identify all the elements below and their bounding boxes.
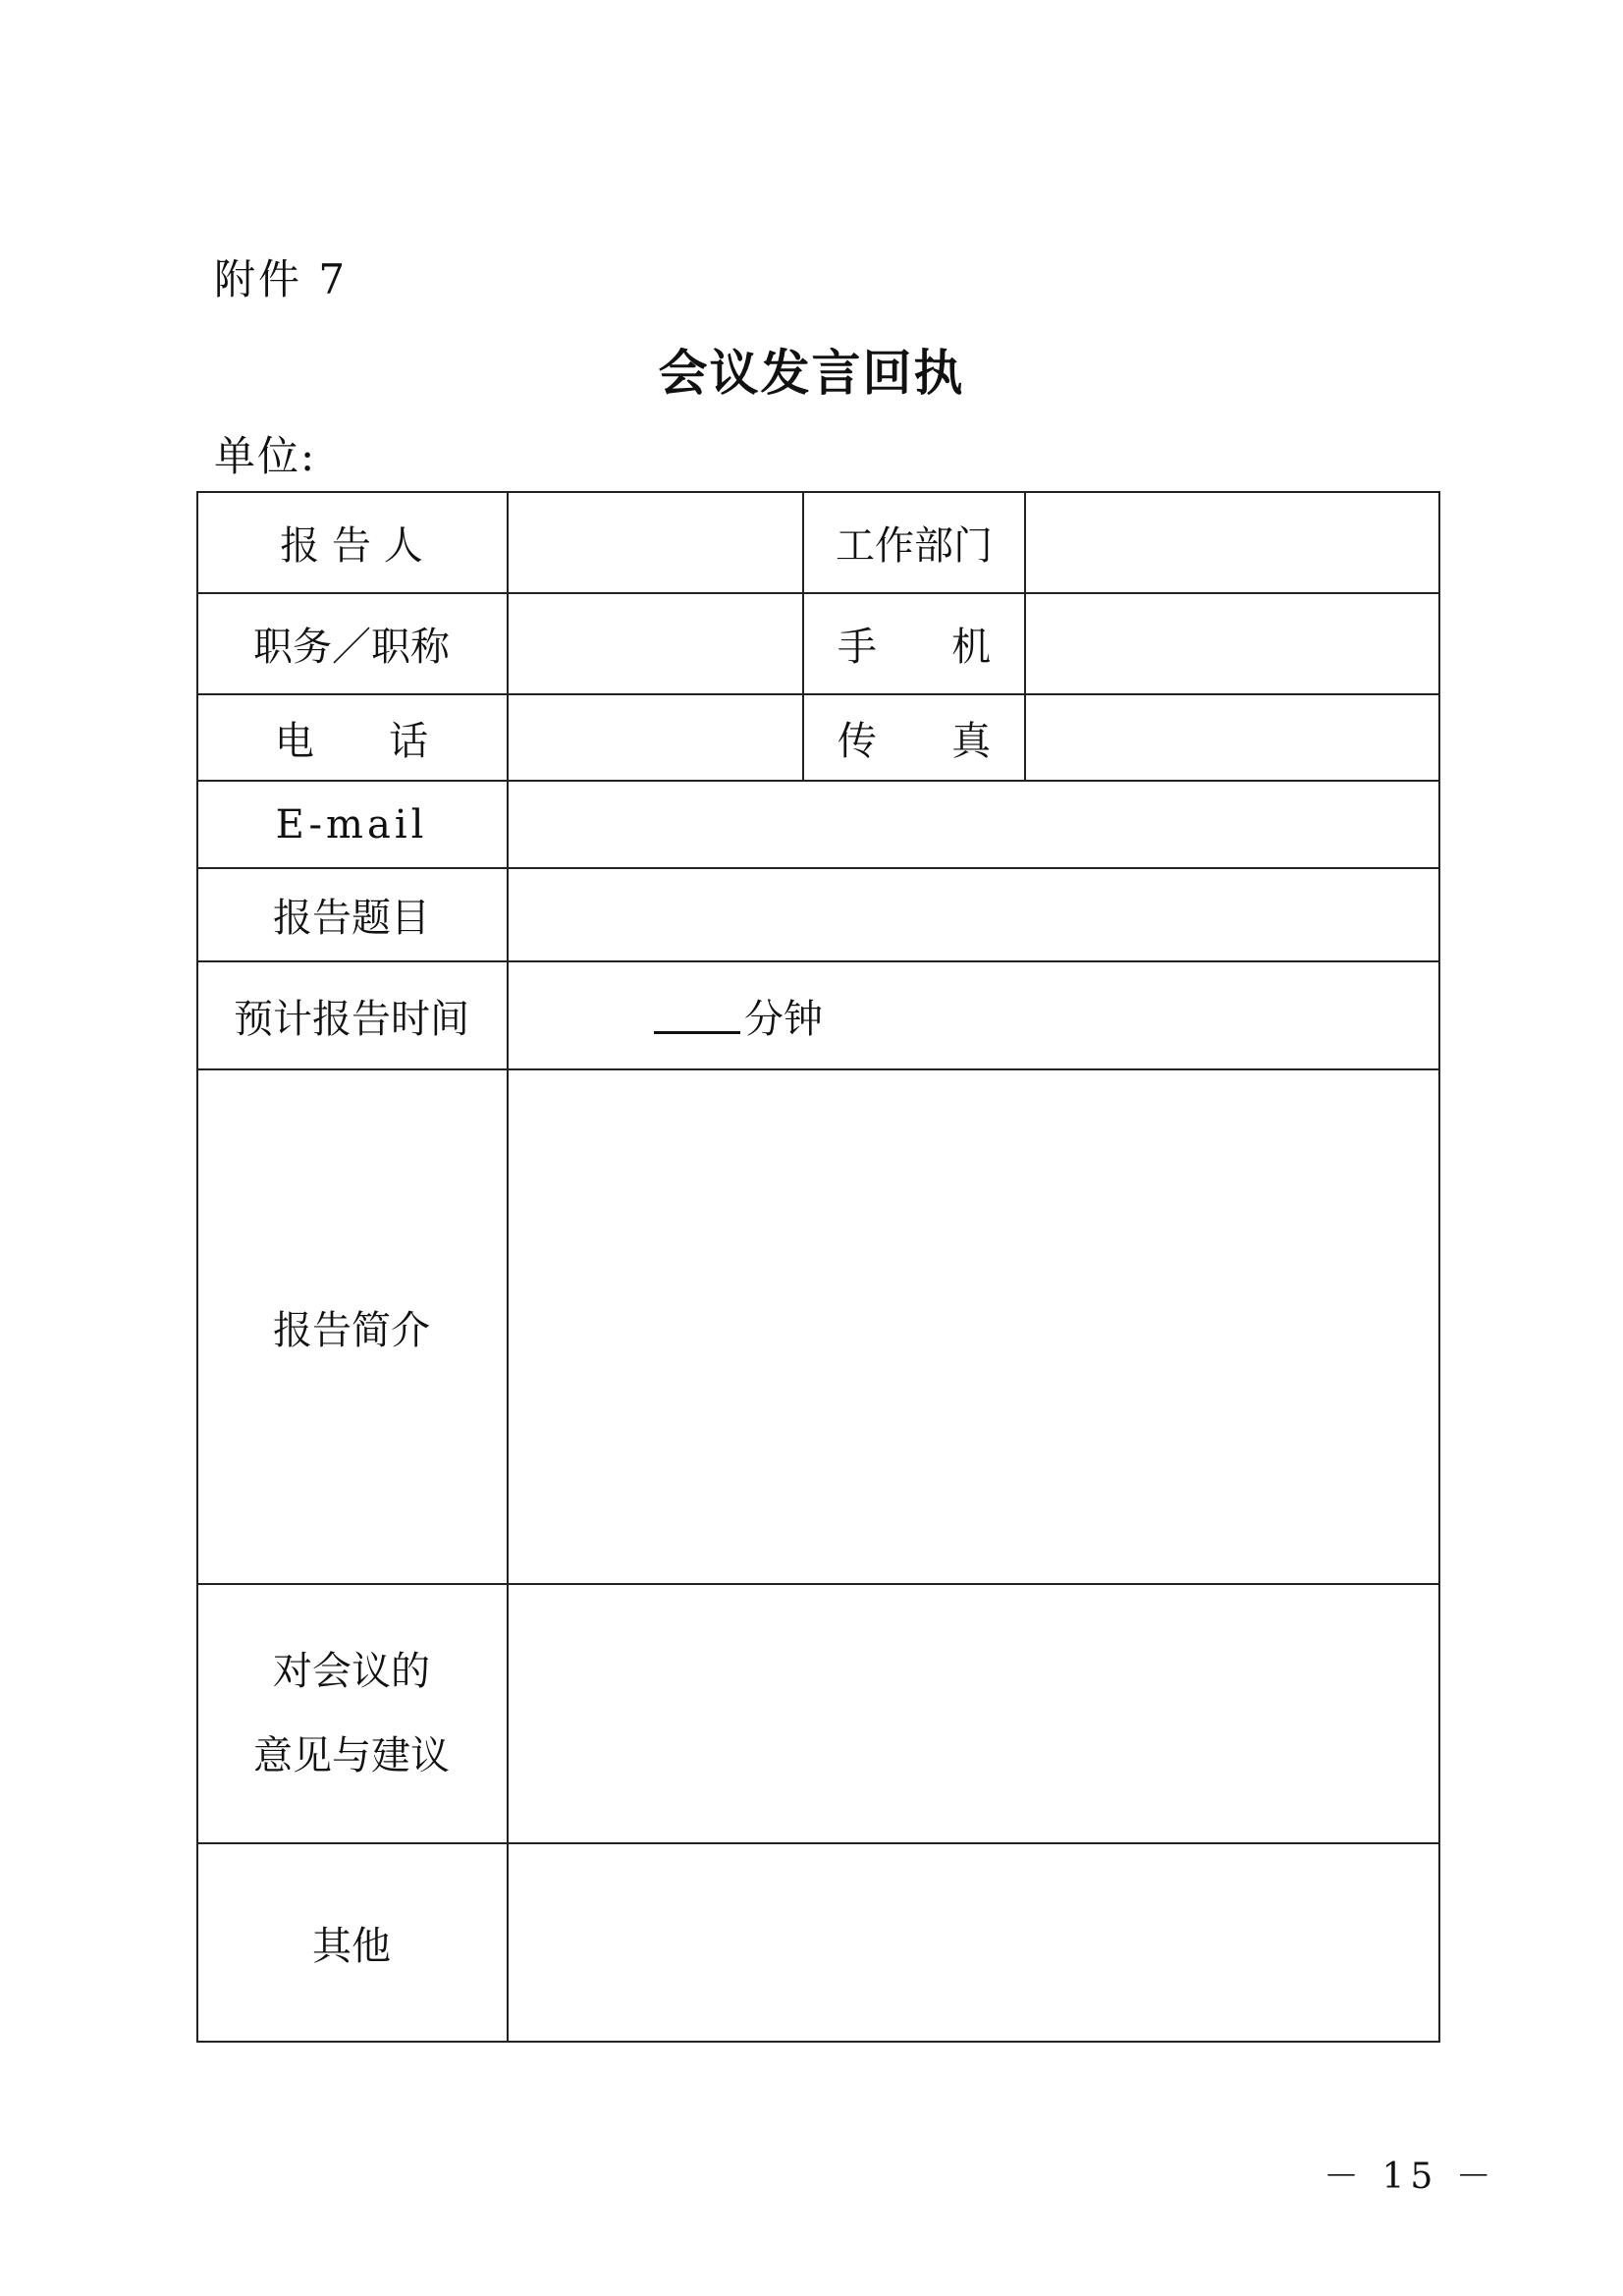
phone-label: 电 话 <box>274 718 429 764</box>
duration-label: 预计报告时间 <box>234 996 469 1042</box>
topic-label-cell <box>196 869 507 960</box>
topic-label: 报告题目 <box>273 896 430 941</box>
position-label-cell <box>196 594 507 693</box>
duration-label-cell <box>196 962 507 1068</box>
form-title: 会议发言回执 <box>658 345 965 402</box>
other-label: 其他 <box>312 1923 391 1969</box>
email-label-cell <box>196 782 507 867</box>
reporter-label-cell <box>196 491 507 594</box>
department-input-cell[interactable] <box>1026 493 1438 592</box>
suggestions-label-cell <box>196 1585 507 1842</box>
attachment-label: 附件 7 <box>214 255 349 303</box>
fax-input-cell[interactable] <box>1026 695 1438 780</box>
fax-label-cell <box>804 695 1024 780</box>
duration-blank-line[interactable] <box>654 998 740 1034</box>
fax-label: 传 真 <box>837 718 992 764</box>
duration-unit: 分钟 <box>744 996 823 1042</box>
summary-label-cell <box>196 1070 507 1583</box>
position-input-cell[interactable] <box>509 594 802 693</box>
reporter-input-cell[interactable] <box>509 493 802 592</box>
phone-input-cell[interactable] <box>509 695 802 780</box>
mobile-label: 手 机 <box>837 625 992 670</box>
summary-label: 报告简介 <box>273 1307 430 1353</box>
page-number: － 15 － <box>1324 2157 1497 2197</box>
duration-input-cell[interactable] <box>509 962 1438 1068</box>
mobile-input-cell[interactable] <box>1026 594 1438 693</box>
summary-input-cell[interactable] <box>509 1070 1438 1583</box>
other-label-cell <box>196 1844 507 2041</box>
department-label-cell <box>804 491 1024 594</box>
unit-label: 单位: <box>214 432 317 480</box>
reporter-label: 报 告 人 <box>280 523 423 569</box>
email-label: E-mail <box>275 801 428 847</box>
suggestions-input-cell[interactable] <box>509 1585 1438 1842</box>
reply-form-table <box>196 491 1440 2043</box>
position-label: 职务／职称 <box>253 625 450 670</box>
email-input-cell[interactable] <box>509 782 1438 867</box>
suggestions-label: 对会议的 意见与建议 <box>253 1649 450 1778</box>
other-input-cell[interactable] <box>509 1844 1438 2041</box>
phone-label-cell <box>196 695 507 780</box>
topic-input-cell[interactable] <box>509 869 1438 960</box>
department-label: 工作部门 <box>836 523 993 569</box>
mobile-label-cell <box>804 594 1024 693</box>
